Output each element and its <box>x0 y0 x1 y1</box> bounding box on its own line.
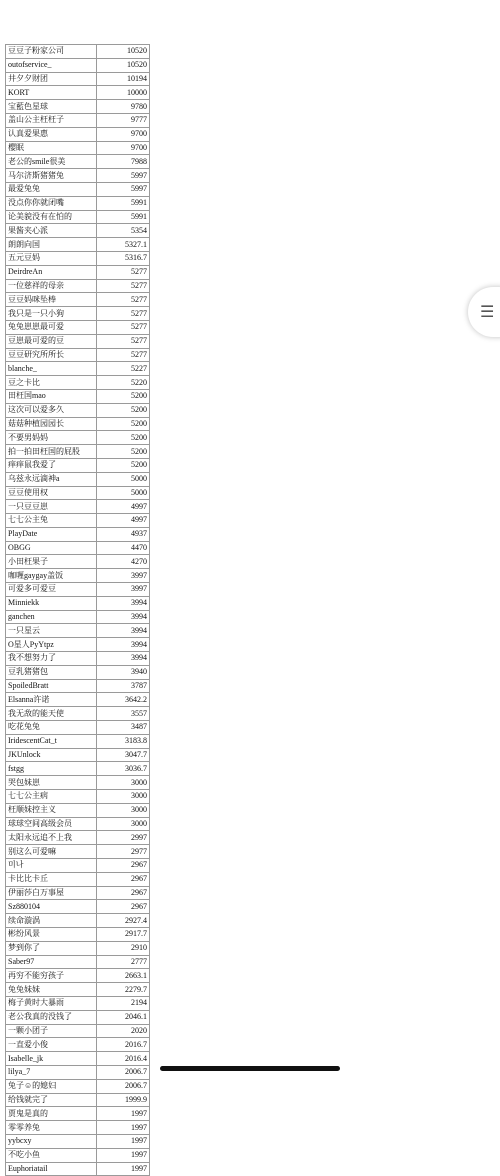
table-row <box>6 886 150 900</box>
row-score-cell: 10000 <box>97 86 150 100</box>
table-row <box>6 776 150 790</box>
row-name-cell: 朗朗向国 <box>6 238 97 252</box>
table-row <box>6 113 150 127</box>
row-score-cell: 3940 <box>97 665 150 679</box>
row-score-cell: 2967 <box>97 900 150 914</box>
row-score-cell: 2917.7 <box>97 928 150 942</box>
row-score-cell: 5200 <box>97 445 150 459</box>
row-score-cell: 5277 <box>97 293 150 307</box>
table-row <box>6 307 150 321</box>
row-name-cell: 果酱夹心派 <box>6 224 97 238</box>
row-name-cell: 一只豆豆崽 <box>6 500 97 514</box>
row-name-cell: 老公我真的没钱了 <box>6 1010 97 1024</box>
row-name-cell: 别这么可爱嘛 <box>6 845 97 859</box>
ranking-table <box>5 44 150 1176</box>
table-row <box>6 969 150 983</box>
row-name-cell: 田枉国mao <box>6 389 97 403</box>
table-row <box>6 86 150 100</box>
table-row <box>6 983 150 997</box>
row-score-cell: 3000 <box>97 790 150 804</box>
row-score-cell: 3036.7 <box>97 762 150 776</box>
table-row <box>6 748 150 762</box>
row-score-cell: 1997 <box>97 1162 150 1176</box>
row-name-cell: 七七公主兔 <box>6 514 97 528</box>
row-score-cell: 3487 <box>97 721 150 735</box>
row-score-cell: 2279.7 <box>97 983 150 997</box>
row-name-cell: lilya_7 <box>6 1065 97 1079</box>
table-row <box>6 817 150 831</box>
row-name-cell: O星人PyYtpz <box>6 638 97 652</box>
row-score-cell: 1999.9 <box>97 1093 150 1107</box>
row-score-cell: 5000 <box>97 486 150 500</box>
row-score-cell: 1997 <box>97 1148 150 1162</box>
row-score-cell: 2910 <box>97 941 150 955</box>
row-score-cell: 5316.7 <box>97 251 150 265</box>
table-row <box>6 279 150 293</box>
table-row <box>6 693 150 707</box>
row-name-cell: 我只是一只小狗 <box>6 307 97 321</box>
table-row <box>6 721 150 735</box>
row-name-cell: Isabelle_jk <box>6 1052 97 1066</box>
row-score-cell: 5277 <box>97 334 150 348</box>
row-name-cell: 兔兔妹妹 <box>6 983 97 997</box>
row-name-cell: 再穷不能穷孩子 <box>6 969 97 983</box>
table-row <box>6 638 150 652</box>
row-score-cell: 1997 <box>97 1134 150 1148</box>
row-name-cell: 一位慈祥的母亲 <box>6 279 97 293</box>
row-score-cell: 3183.8 <box>97 734 150 748</box>
table-row <box>6 348 150 362</box>
row-score-cell: 4997 <box>97 514 150 528</box>
row-name-cell: 卡比比卡丘 <box>6 872 97 886</box>
row-name-cell: 伊丽莎白万事屋 <box>6 886 97 900</box>
table-row <box>6 58 150 72</box>
table-row <box>6 624 150 638</box>
row-name-cell: 一只星云 <box>6 624 97 638</box>
row-name-cell: 井夕夕财团 <box>6 72 97 86</box>
table-row <box>6 1121 150 1135</box>
row-name-cell: 可爱多可爱豆 <box>6 583 97 597</box>
row-name-cell: 미나 <box>6 859 97 873</box>
table-row <box>6 762 150 776</box>
row-name-cell: 豆乳猪猪包 <box>6 665 97 679</box>
table-row <box>6 458 150 472</box>
row-name-cell: SpoiledBratt <box>6 679 97 693</box>
row-name-cell: Euphoriatail <box>6 1162 97 1176</box>
row-score-cell: 3994 <box>97 624 150 638</box>
table-row <box>6 1010 150 1024</box>
row-name-cell: 一颗小团子 <box>6 1024 97 1038</box>
row-name-cell: 我无敌的能天使 <box>6 707 97 721</box>
row-name-cell: 兔子☺的媳妇 <box>6 1079 97 1093</box>
table-row <box>6 1134 150 1148</box>
ranking-table-body <box>6 45 150 1176</box>
table-row <box>6 320 150 334</box>
row-name-cell: 这次可以爱多久 <box>6 403 97 417</box>
row-score-cell: 5277 <box>97 279 150 293</box>
table-row <box>6 569 150 583</box>
table-row <box>6 652 150 666</box>
row-score-cell: 4270 <box>97 555 150 569</box>
row-score-cell: 9700 <box>97 127 150 141</box>
row-name-cell: 球球空间高级会员 <box>6 817 97 831</box>
table-row <box>6 72 150 86</box>
table-row <box>6 914 150 928</box>
table-row <box>6 596 150 610</box>
table-row <box>6 486 150 500</box>
row-score-cell: 5997 <box>97 169 150 183</box>
table-row <box>6 1107 150 1121</box>
row-score-cell: 4470 <box>97 541 150 555</box>
table-row <box>6 334 150 348</box>
row-name-cell: 没点你你就闭嘴 <box>6 196 97 210</box>
table-row <box>6 238 150 252</box>
row-score-cell: 9777 <box>97 113 150 127</box>
row-name-cell: 小田枉果子 <box>6 555 97 569</box>
row-score-cell: 3000 <box>97 776 150 790</box>
table-row <box>6 941 150 955</box>
table-row <box>6 859 150 873</box>
row-score-cell: 5327.1 <box>97 238 150 252</box>
row-score-cell: 10194 <box>97 72 150 86</box>
row-name-cell: DeirdreAn <box>6 265 97 279</box>
row-score-cell: 9700 <box>97 141 150 155</box>
row-score-cell: 5200 <box>97 389 150 403</box>
row-name-cell: 咖喱gaygay盖饭 <box>6 569 97 583</box>
row-name-cell: 我不想努力了 <box>6 652 97 666</box>
table-row <box>6 155 150 169</box>
row-name-cell: 乌兹永远滴神a <box>6 472 97 486</box>
table-row <box>6 196 150 210</box>
table-row <box>6 251 150 265</box>
row-name-cell: fstgg <box>6 762 97 776</box>
row-name-cell: 哭包妹崽 <box>6 776 97 790</box>
row-name-cell: 枉顺妹控主义 <box>6 803 97 817</box>
table-row <box>6 955 150 969</box>
row-score-cell: 3997 <box>97 569 150 583</box>
row-score-cell: 4997 <box>97 500 150 514</box>
row-name-cell: 拍一拍田枉国的屁股 <box>6 445 97 459</box>
row-score-cell: 4937 <box>97 527 150 541</box>
row-name-cell: 一直爱小俊 <box>6 1038 97 1052</box>
row-score-cell: 5354 <box>97 224 150 238</box>
table-row <box>6 100 150 114</box>
row-score-cell: 5200 <box>97 458 150 472</box>
row-name-cell: 豆豆子粉家公司 <box>6 45 97 59</box>
table-row <box>6 610 150 624</box>
table-row <box>6 803 150 817</box>
table-row <box>6 141 150 155</box>
table-row <box>6 1052 150 1066</box>
row-name-cell: 彬纷风景 <box>6 928 97 942</box>
row-score-cell: 3642.2 <box>97 693 150 707</box>
row-score-cell: 3997 <box>97 583 150 597</box>
table-row <box>6 127 150 141</box>
row-score-cell: 3787 <box>97 679 150 693</box>
row-name-cell: PlayDate <box>6 527 97 541</box>
table-row <box>6 389 150 403</box>
row-name-cell: 论美貌没有在怕的 <box>6 210 97 224</box>
table-row <box>6 45 150 59</box>
row-name-cell: 零零养兔 <box>6 1121 97 1135</box>
row-score-cell: 5277 <box>97 320 150 334</box>
row-name-cell: 盖山公主枉枉子 <box>6 113 97 127</box>
row-score-cell: 5277 <box>97 307 150 321</box>
row-name-cell: 不吃小鱼 <box>6 1148 97 1162</box>
row-score-cell: 3994 <box>97 638 150 652</box>
row-name-cell: outofservice_ <box>6 58 97 72</box>
table-row <box>6 514 150 528</box>
table-row <box>6 831 150 845</box>
row-name-cell: 最爱兔兔 <box>6 182 97 196</box>
row-score-cell: 3557 <box>97 707 150 721</box>
row-name-cell: Elsanna许诺 <box>6 693 97 707</box>
row-score-cell: 5200 <box>97 431 150 445</box>
row-score-cell: 5227 <box>97 362 150 376</box>
row-score-cell: 10520 <box>97 58 150 72</box>
table-row <box>6 265 150 279</box>
row-name-cell: Sz880104 <box>6 900 97 914</box>
row-score-cell: 3994 <box>97 596 150 610</box>
row-score-cell: 3994 <box>97 652 150 666</box>
row-score-cell: 2046.1 <box>97 1010 150 1024</box>
row-score-cell: 2777 <box>97 955 150 969</box>
row-score-cell: 3000 <box>97 803 150 817</box>
row-score-cell: 5997 <box>97 182 150 196</box>
row-name-cell: 痒痒鼠我爱了 <box>6 458 97 472</box>
row-score-cell: 5220 <box>97 376 150 390</box>
table-row <box>6 403 150 417</box>
row-score-cell: 3047.7 <box>97 748 150 762</box>
row-name-cell: 宝藍色星球 <box>6 100 97 114</box>
table-row <box>6 1024 150 1038</box>
table-row <box>6 1038 150 1052</box>
table-row <box>6 790 150 804</box>
row-score-cell: 2663.1 <box>97 969 150 983</box>
row-score-cell: 2016.4 <box>97 1052 150 1066</box>
row-score-cell: 5277 <box>97 348 150 362</box>
menu-lines-icon: ☰ <box>480 302 495 321</box>
table-row <box>6 362 150 376</box>
row-score-cell: 2967 <box>97 859 150 873</box>
row-score-cell: 2977 <box>97 845 150 859</box>
table-row <box>6 1148 150 1162</box>
row-name-cell: Minniekk <box>6 596 97 610</box>
row-score-cell: 5200 <box>97 417 150 431</box>
row-name-cell: 樱眠 <box>6 141 97 155</box>
row-name-cell: 豆豆妈咪坠棒 <box>6 293 97 307</box>
table-row <box>6 527 150 541</box>
row-name-cell: 豆崽最可爱的豆 <box>6 334 97 348</box>
table-row <box>6 417 150 431</box>
table-row <box>6 500 150 514</box>
row-name-cell: 豆豆研究所所长 <box>6 348 97 362</box>
table-row <box>6 872 150 886</box>
row-name-cell: 太阳永远追不上我 <box>6 831 97 845</box>
table-row <box>6 996 150 1010</box>
table-row <box>6 1065 150 1079</box>
row-score-cell: 2020 <box>97 1024 150 1038</box>
table-row <box>6 182 150 196</box>
row-name-cell: 五元豆妈 <box>6 251 97 265</box>
row-score-cell: 5277 <box>97 265 150 279</box>
row-score-cell: 2006.7 <box>97 1065 150 1079</box>
table-row <box>6 555 150 569</box>
row-score-cell: 2997 <box>97 831 150 845</box>
row-name-cell: Saber97 <box>6 955 97 969</box>
row-score-cell: 5200 <box>97 403 150 417</box>
row-name-cell: 不要男妈妈 <box>6 431 97 445</box>
table-row <box>6 293 150 307</box>
table-row <box>6 169 150 183</box>
table-row <box>6 1079 150 1093</box>
row-name-cell: ganchen <box>6 610 97 624</box>
row-score-cell: 2006.7 <box>97 1079 150 1093</box>
row-name-cell: 兔兔崽崽最可爱 <box>6 320 97 334</box>
table-row <box>6 472 150 486</box>
row-name-cell: 续命漩涡 <box>6 914 97 928</box>
table-row <box>6 1162 150 1176</box>
row-score-cell: 5991 <box>97 196 150 210</box>
table-row <box>6 210 150 224</box>
table-row <box>6 541 150 555</box>
row-name-cell: 豆豆使用权 <box>6 486 97 500</box>
row-name-cell: 认真爱果惠 <box>6 127 97 141</box>
row-score-cell: 1997 <box>97 1107 150 1121</box>
table-row <box>6 376 150 390</box>
row-name-cell: JKUnlock <box>6 748 97 762</box>
table-row <box>6 734 150 748</box>
row-name-cell: 七七公主病 <box>6 790 97 804</box>
row-score-cell: 2016.7 <box>97 1038 150 1052</box>
row-name-cell: 吃花兔兔 <box>6 721 97 735</box>
home-indicator[interactable] <box>160 1066 340 1071</box>
table-row <box>6 665 150 679</box>
table-row <box>6 445 150 459</box>
row-score-cell: 7988 <box>97 155 150 169</box>
table-row <box>6 1093 150 1107</box>
table-row <box>6 900 150 914</box>
row-name-cell: OBGG <box>6 541 97 555</box>
row-score-cell: 2194 <box>97 996 150 1010</box>
row-name-cell: 豆之卡比 <box>6 376 97 390</box>
table-row <box>6 679 150 693</box>
row-name-cell: 梅子黄时大暴雨 <box>6 996 97 1010</box>
row-score-cell: 3000 <box>97 817 150 831</box>
row-score-cell: 9780 <box>97 100 150 114</box>
row-score-cell: 2967 <box>97 886 150 900</box>
row-name-cell: KORT <box>6 86 97 100</box>
row-name-cell: 贾鬼是真的 <box>6 1107 97 1121</box>
row-name-cell: 老公的smile很美 <box>6 155 97 169</box>
row-name-cell: 菇菇种植园园长 <box>6 417 97 431</box>
row-score-cell: 10520 <box>97 45 150 59</box>
row-name-cell: 给钱就完了 <box>6 1093 97 1107</box>
table-row <box>6 845 150 859</box>
row-score-cell: 3994 <box>97 610 150 624</box>
row-score-cell: 2927.4 <box>97 914 150 928</box>
row-name-cell: blanche_ <box>6 362 97 376</box>
row-name-cell: IridescentCat_t <box>6 734 97 748</box>
table-row <box>6 431 150 445</box>
row-name-cell: 马尔济斯猪猪兔 <box>6 169 97 183</box>
row-score-cell: 5000 <box>97 472 150 486</box>
table-row <box>6 224 150 238</box>
row-score-cell: 2967 <box>97 872 150 886</box>
row-name-cell: 梦到你了 <box>6 941 97 955</box>
table-row <box>6 928 150 942</box>
row-score-cell: 5991 <box>97 210 150 224</box>
row-name-cell: yybcxy <box>6 1134 97 1148</box>
table-row <box>6 583 150 597</box>
side-handle-button[interactable] <box>468 287 500 337</box>
table-row <box>6 707 150 721</box>
row-score-cell: 1997 <box>97 1121 150 1135</box>
